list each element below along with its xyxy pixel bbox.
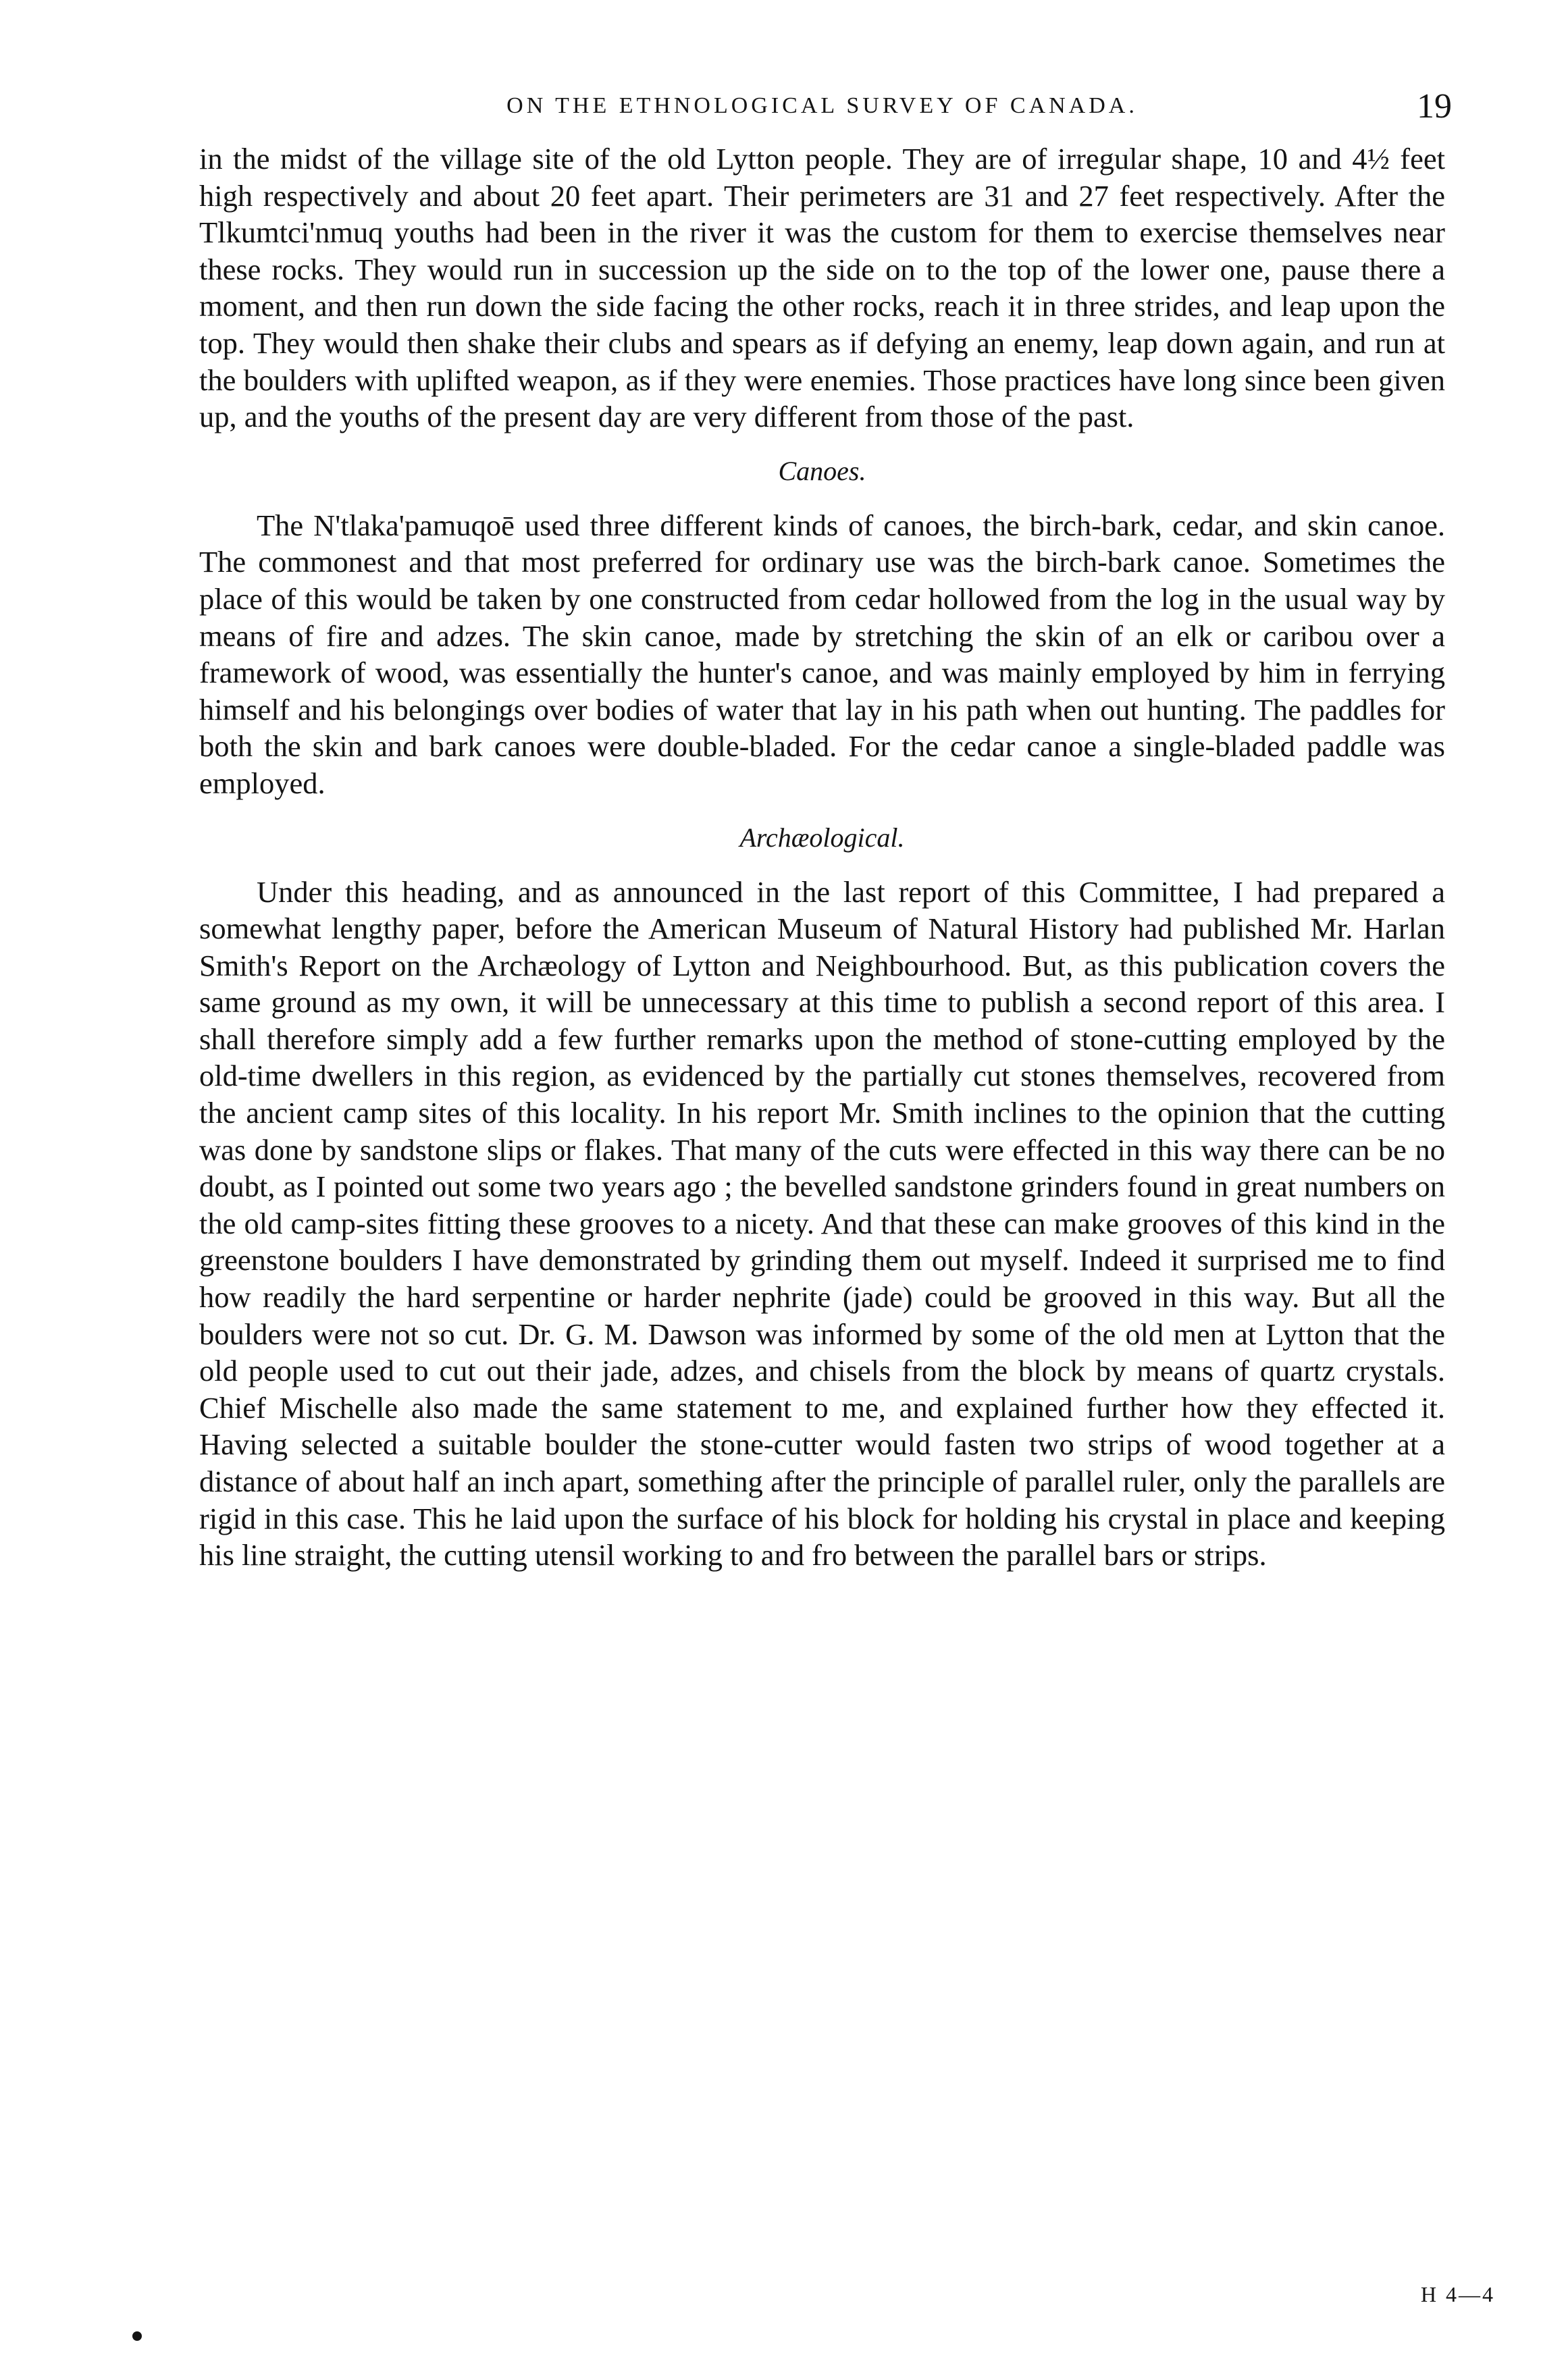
paragraph-archaeological: Under this heading, and as announced in the last report of this Committee, I had prepared a somewhat lengthy paper, before the American Museum of Natural History had published Mr. Harlan Smith's Report on the Archæology of Lytton and Neighbourhood. But, as this publication covers the same ground as my own, it will be unnecessary at this time to publish a second report of this area. I shall therefore simply add a few further remarks upon the method of stone-cutting employed by the old-time dwellers in this region, as evidenced by the partially cut stones themselves, recovered from the ancient camp sites of this locality. In his report Mr. Smith inclines to the opinion that the cutting was done by sandstone slips or flakes. That many of the cuts were effected in this way there can be no doubt, as I pointed out some two years ago ; the bevelled sandstone grinders found in great numbers on the old camp-sites fitting these grooves to a nicety. And that these can make grooves of this kind in the greenstone boulders I have demonstrated by grinding them out myself. Indeed it surprised me to find how readily the hard serpentine or harder nephrite (jade) could be grooved in this way. But all the boulders were not so cut. Dr. G. M. Dawson was informed by some of the old men at Lytton that the old people used to cut out their jade, adzes, and chisels from the block by means of quartz crystals. Chief Mischelle also made the same statement to me, and explained further how they effected it. Having selected a suitable boulder the stone-cutter would fasten two strips of wood together at a distance of about half an inch apart, something after the principle of parallel ruler, only the parallels are rigid in this case. This he laid upon the surface of his block for holding his crystal in place and keeping his line straight, the cutting utensil working to and fro between the parallel bars or strips. [199, 874, 1445, 1572]
paragraph-canoes: The N'tlaka'pamuqoē used three different kinds of canoes, the birch-bark, cedar, and skin canoe. The commonest and that most preferred for ordinary use was the birch-bark canoe. Sometimes the place of this would be taken by one constructed from cedar hollowed from the log in the usual way by means of fire and adzes. The skin canoe, made by stretching the skin of an elk or caribou over a framework of wood, was essentially the hunter's canoe, and was mainly employed by him in ferrying himself and his belongings over bodies of water that lay in his path when out hunting. The paddles for both the skin and bark canoes were double-bladed. For the cedar canoe a single-bladed paddle was employed. [199, 508, 1445, 800]
document-page [199, 86, 1452, 1574]
section-heading-archaeological: Archæological. [739, 822, 905, 853]
signature-mark: H 4—4 [1420, 2282, 1495, 2306]
page-number: 19 [1417, 87, 1452, 126]
running-head [199, 86, 1452, 140]
section-heading-canoes: Canoes. [778, 455, 866, 486]
running-title: ON THE ETHNOLOGICAL SURVEY OF CANADA. [506, 93, 1138, 118]
paragraph-village-rocks: in the midst of the village site of the old Lytton people. They are of irregular shape, 10 and 4½ feet high respectively and about 20 feet apart. Their perimeters are 31 and 27 feet respectively. After the Tlkumtci'nmuq youths had been in the river it was the custom for them to exercise themselves near these rocks. They would run in succession up the side on to the top of the lower one, pause there a moment, and then run down the side facing the other rocks, reach it in three strides, and leap upon the top. They would then shake their clubs and spears as if defying an enemy, leap down again, and run at the boulders with uplifted weapon, as if they were enemies. Those practices have long since been given up, and the youths of the present day are very different from those of the past. [199, 142, 1445, 434]
bullet-dot [132, 2331, 142, 2341]
